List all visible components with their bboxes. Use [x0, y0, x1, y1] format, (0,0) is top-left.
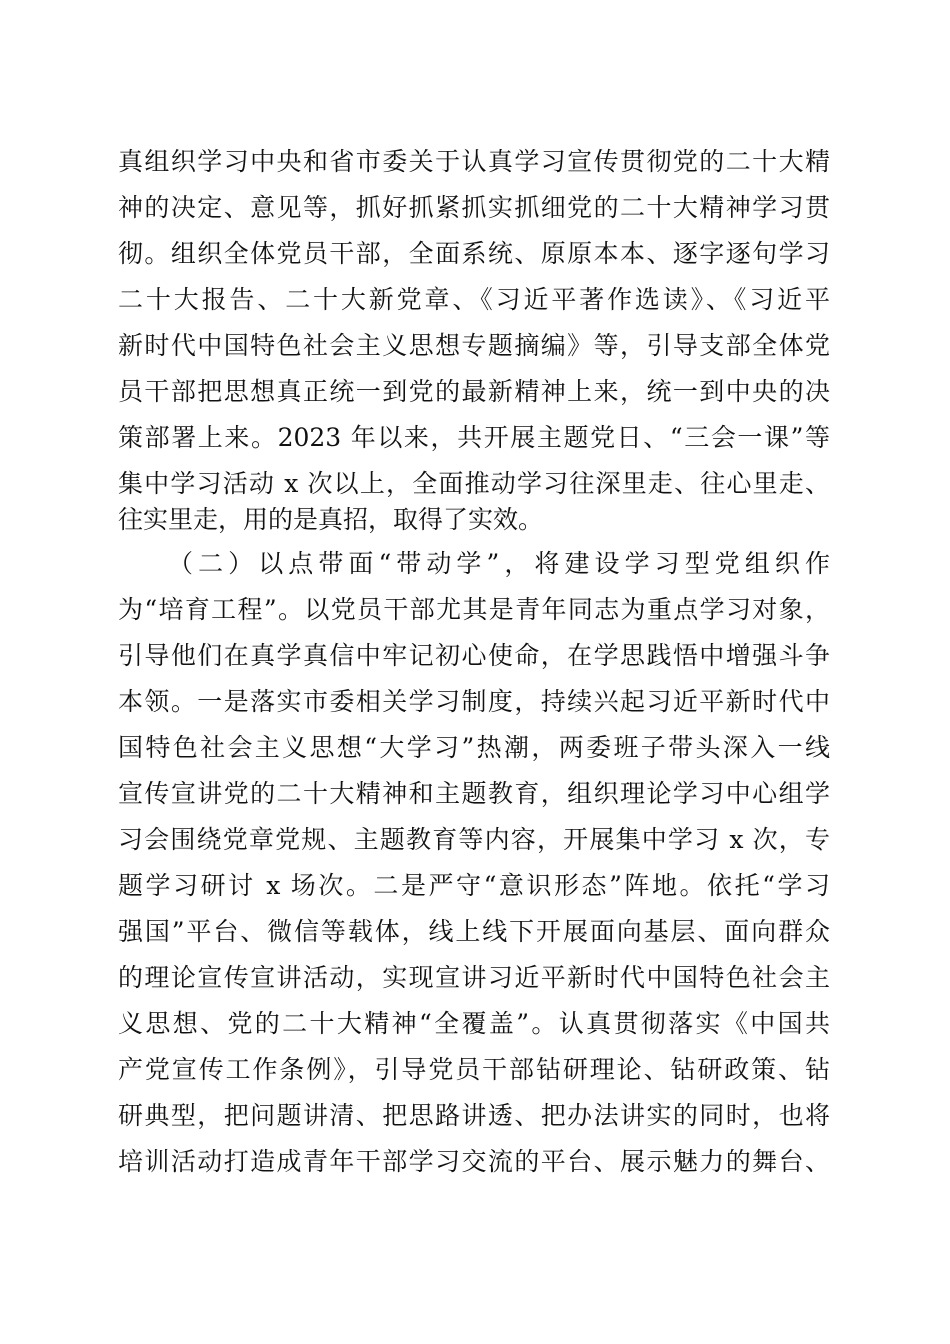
text-line: 新时代中国特色社会主义思想专题摘编》等，引导支部全体党 — [118, 331, 830, 360]
text-line: 研典型，把问题讲清、把思路讲透、把办法讲实的同时，也将 — [118, 1101, 830, 1130]
text-line: 宣传宣讲党的二十大精神和主题教育，组织理论学习中心组学 — [118, 779, 830, 808]
text-line: 彻。组织全体党员干部，全面系统、原原本本、逐字逐句学习 — [118, 239, 830, 268]
text-line: 二十大报告、二十大新党章、《习近平著作选读》、《习近平 — [118, 285, 830, 314]
text-line: 培训活动打造成青年干部学习交流的平台、展示魅力的舞台、 — [118, 1147, 830, 1176]
text-line: 产党宣传工作条例》，引导党员干部钻研理论、钻研政策、钻 — [118, 1055, 830, 1084]
text-line: 策部署上来。2023 年以来，共开展主题党日、“三会一课”等 — [118, 423, 830, 452]
text-line: 神的决定、意见等，抓好抓紧抓实抓细党的二十大精神学习贯 — [118, 193, 830, 222]
text-line: 真组织学习中央和省市委关于认真学习宣传贯彻党的二十大精 — [118, 147, 830, 176]
text-line: 习会围绕党章党规、主题教育等内容，开展集中学习 x 次，专 — [118, 825, 830, 854]
text-line: 往实里走，用的是真招，取得了实效。 — [118, 505, 544, 534]
text-line: 为“培育工程”。以党员干部尤其是青年同志为重点学习对象， — [118, 595, 830, 624]
text-line: 的理论宣传宣讲活动，实现宣讲习近平新时代中国特色社会主 — [118, 963, 830, 992]
section-heading-line: （二）以点带面“带动学”，将建设学习型党组织作 — [168, 549, 830, 578]
text-line: 题学习研讨 x 场次。二是严守“意识形态”阵地。依托“学习 — [118, 871, 830, 900]
text-line: 强国”平台、微信等载体，线上线下开展面向基层、面向群众 — [118, 917, 830, 946]
text-line: 义思想、党的二十大精神“全覆盖”。认真贯彻落实《中国共 — [118, 1009, 830, 1038]
text-line: 员干部把思想真正统一到党的最新精神上来，统一到中央的决 — [118, 377, 830, 406]
text-line: 本领。一是落实市委相关学习制度，持续兴起习近平新时代中 — [118, 687, 830, 716]
text-line: 国特色社会主义思想“大学习”热潮，两委班子带头深入一线 — [118, 733, 830, 762]
text-line: 引导他们在真学真信中牢记初心使命，在学思践悟中增强斗争 — [118, 641, 830, 670]
text-line: 集中学习活动 x 次以上，全面推动学习往深里走、往心里走、 — [118, 469, 830, 498]
